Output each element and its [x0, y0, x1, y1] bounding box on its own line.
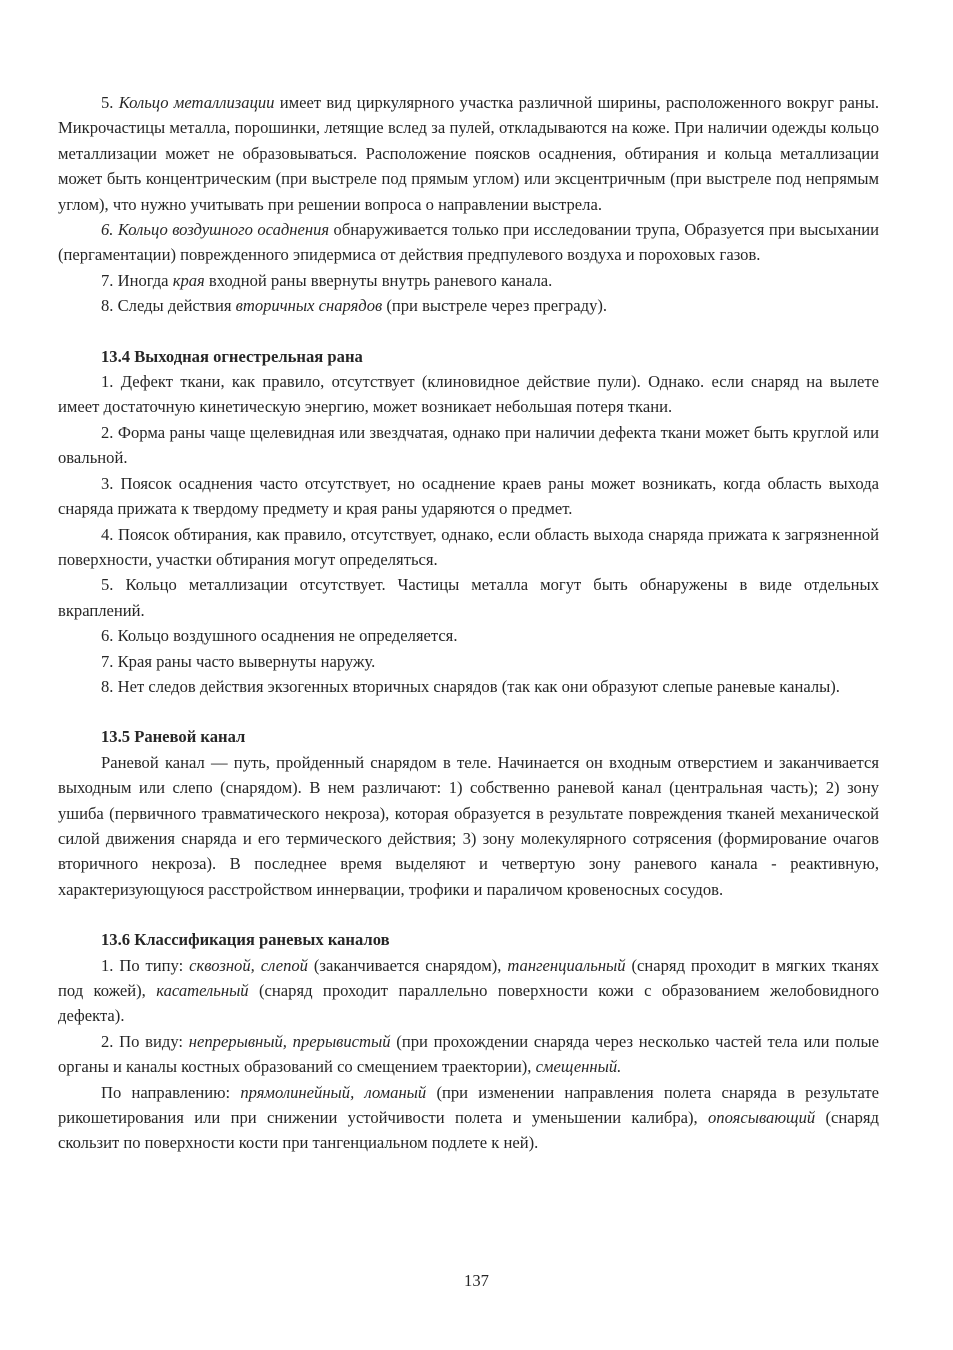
paragraph-classification-by-kind: 2. По виду: непрерывный, прерывистый (при прохождении снаряда через несколько частей тела или полые органы и каналы костных образований со смещением траектории), смещенный.: [58, 1031, 879, 1077]
page-number: 137: [464, 1271, 489, 1290]
exit-wound-item: 6. Кольцо воздушного осаднения не определяется.: [101, 626, 458, 646]
exit-wound-item: 2. Форма раны чаще щелевидная или звездчатая, однако при наличии дефекта ткани может быть круглой или овальной.: [58, 422, 879, 468]
paragraph-metallization-ring: 5. Кольцо металлизации имеет вид циркулярного участка различной ширины, расположенного вокруг раны. Микрочастицы металла, порошинки, летящие вслед за пулей, откладываются на коже. При наличии одежды кольцо металлизации может не образовываться. Расположение поясков осаднения, обтирания и кольца металлизации может быть концентрическим (при выстреле под прямым углом) или эксцентричным (при выстреле под непрямым углом), что нужно учитывать при решении вопроса о направлении выстрела.: [58, 93, 880, 214]
section-heading-13-4: 13.4 Выходная огнестрельная рана: [101, 346, 363, 366]
paragraph-air-abrasion-ring: 6. Кольцо воздушного осаднения обнаруживается только при исследовании трупа, Образуется при высыхании (пергаментации) поврежденного эпидермиса от действия предпулевого воздуха и пороховых газов.: [58, 220, 879, 265]
exit-wound-item: 3. Поясок осаднения часто отсутствует, но осаднение краев раны может возникать, когда область выхода снаряда прижата к твердому предмету и края раны ударяются о предмет.: [58, 473, 879, 519]
exit-wound-item: 7. Края раны часто вывернуты наружу.: [101, 651, 376, 671]
paragraph-secondary-projectiles: 8. Следы действия вторичных снарядов (при выстреле через преграду).: [101, 296, 608, 316]
exit-wound-item: 5. Кольцо металлизации отсутствует. Частицы металла могут быть обнаружены в виде отдельных вкраплений.: [58, 575, 879, 620]
section-heading-13-6: 13.6 Классификация раневых каналов: [101, 930, 390, 950]
exit-wound-item: 1. Дефект ткани, как правило, отсутствует (клиновидное действие пули). Однако. если снаряд на вылете имеет достаточную кинетическую энергию, может возникает небольшая потеря ткани.: [58, 372, 879, 417]
section-heading-13-5: 13.5 Раневой канал: [101, 727, 246, 747]
paragraph-wound-channel: Раневой канал — путь, пройденный снарядом в теле. Начинается он входным отверстием и заканчивается выходным или слепо (снарядом). В нем различают: 1) собственно раневой канал (центральная часть); 2) зону ушиба (первичного травматического некроза), которая образуется в результате повреждения тканей механической силой движения снаряда и его термического действия; 3) зону молекулярного сотрясения (формирование очагов вторичного некроза). В последнее время выделяют и четвертую зону раневого канала - реактивную, характеризующуюся расстройством иннервации, трофики и параличом кровеносных сосудов.: [58, 752, 879, 899]
exit-wound-item: 8. Нет следов действия экзогенных вторичных снарядов (так как они образуют слепые раневые каналы).: [101, 676, 840, 696]
page-content: [58, 90, 879, 1156]
paragraph-classification-by-direction: По направлению: прямолинейный, ломаный (при изменении направления полета снаряда в результате рикошетирования или при снижении устойчивости полета и уменьшении калибра), опоясывающий (снаряд скользит по поверхности кости при тангенциальном подлете к ней).: [58, 1082, 879, 1153]
paragraph-wound-edges: 7. Иногда края входной раны ввернуты внутрь раневого канала.: [101, 270, 553, 290]
paragraph-classification-by-type: 1. По типу: сквозной, слепой (заканчивается снарядом), тангенциальный (снаряд проходит в мягких тканях под кожей), касательный (снаряд проходит параллельно поверхности кожи с образованием желобовидного дефекта).: [58, 955, 879, 1026]
exit-wound-item: 4. Поясок обтирания, как правило, отсутствует, однако, если область выхода снаряда прижата к загрязненной поверхности, участки обтирания могут определяться.: [58, 524, 879, 569]
